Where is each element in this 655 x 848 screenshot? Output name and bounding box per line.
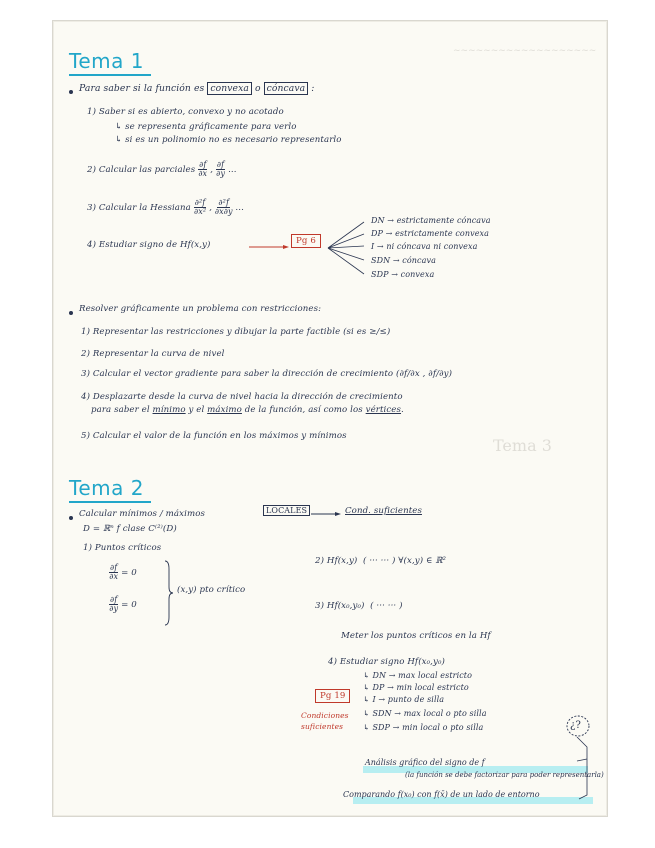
analisis-grafico: Análisis gráfico del signo de f [365, 758, 485, 767]
eq-dfdx: $\frac{\partial f}{\partial x}$ = 0 [109, 563, 137, 581]
convexity-intro: Para saber si la función es convexa o cóncava : [79, 83, 315, 94]
question-mark: ¿? [570, 720, 581, 731]
domain-line: D = ℝⁿ f clase C⁽²⁾(D) [83, 524, 177, 534]
arrow-icon [249, 245, 289, 249]
outcome-sdp: SDP → convexa [371, 270, 435, 279]
cond-suficientes: Cond. suficientes [345, 506, 422, 516]
locales-box: LOCALES [263, 506, 310, 515]
minmax-intro: Calcular mínimos / máximos [79, 509, 205, 519]
bullet [69, 90, 73, 94]
arrow-icon [311, 512, 341, 516]
outcome-dn: DN → estrictamente cóncava [371, 216, 491, 225]
hessian-general: 2) Hf(x,y) ( ··· ··· ) ∀(x,y) ∈ ℝ² [315, 556, 447, 566]
cond-suficientes-label: Condiciones suficientes [301, 711, 349, 731]
step1: 1) Saber si es abierto, convexo y no acotado [87, 107, 284, 117]
result-dp: ↳ DP → min local estricto [363, 683, 469, 692]
meter-puntos: Meter los puntos críticos en la Hf [341, 631, 491, 641]
result-sdp: ↳ SDP → min local o pto silla [363, 723, 484, 732]
bullet [69, 516, 73, 520]
partial-x: $\frac{\partial f}{\partial x}$ [198, 160, 208, 178]
brace-icon [163, 561, 173, 625]
graphic-step5: 5) Calcular el valor de la función en los máximos y mínimos [81, 431, 347, 441]
result-sdn: ↳ SDN → max local o pto silla [363, 709, 487, 718]
outcome-dp: DP → estrictamente convexa [371, 229, 490, 238]
study-sign-step: 4) Estudiar signo Hf(x₀,y₀) [328, 657, 445, 667]
step1-note-b: ↳ si es un polinomio no es necesario representarlo [115, 135, 342, 145]
pg19-ref: Pg 19 [315, 691, 350, 701]
outcome-sdn: SDN → cóncava [371, 256, 436, 265]
graphic-step4-cont: para saber el mínimo y el máximo de la función, así como los vértices. [91, 405, 404, 415]
gradient-vector: (∂f/∂x , ∂f/∂y) [396, 369, 453, 379]
bleed-through-text: ~~~~~~~~~~~~~~~~~~~ [453, 46, 597, 56]
title-underline [69, 501, 151, 503]
result-dn: ↳ DN → max local estricto [363, 671, 473, 680]
step1-note-a: ↳ se representa gráficamente para verlo [115, 122, 297, 132]
graphic-intro: Resolver gráficamente un problema con restricciones: [79, 304, 322, 314]
outcome-i: I → ni cóncava ni convexa [371, 242, 478, 251]
graphic-step1: 1) Representar las restricciones y dibujar la parte factible (si es ≥/≤) [81, 327, 391, 337]
bullet [69, 311, 73, 315]
convexa-box: convexa [207, 82, 252, 95]
step4: 4) Estudiar signo de Hf(x,y) [87, 240, 211, 250]
second-partial-xx: $\frac{\text{∂²f}}{\text{∂x²}}$ [193, 198, 207, 216]
bleed-through-text: Tema 3 [493, 436, 552, 455]
graphic-step3: 3) Calcular el vector gradiente para saber la dirección de crecimiento (∂f/∂x , ∂f/∂y) [81, 369, 453, 379]
critical-point-label: (x,y) pto crítico [177, 585, 246, 595]
partial-y: $\frac{\partial f}{\partial y}$ [216, 160, 225, 178]
pg6-ref: Pg 6 [291, 236, 321, 246]
analisis-note: (la función se debe factorizar para poder representarla) [405, 771, 604, 779]
concava-box: cóncava [264, 82, 309, 95]
second-partial-xy: $\frac{\text{∂²f}}{\partial x\partial y}$ [214, 198, 233, 216]
connector-arrows-icon [573, 737, 603, 803]
title-underline [69, 74, 151, 76]
step2: 2) Calcular las parciales $\frac{\partial f}{\partial x}$ , $\frac{\partial f}{\partial y}$ ... [87, 160, 237, 178]
step3: 3) Calcular la Hessiana $\frac{\text{∂²f}}{\text{∂x²}}$ , $\frac{\text{∂²f}}{\partial x\partial y}$ ... [87, 198, 244, 216]
eq-dfdy: $\frac{\partial f}{\partial y}$ = 0 [109, 595, 137, 613]
graphic-step2: 2) Representar la curva de nivel [81, 349, 225, 359]
graphic-step4: 4) Desplazarte desde la curva de nivel hacia la dirección de crecimiento [81, 392, 403, 402]
comparando: Comparando f(x₀) con f(x̄) de un lado de entorno [343, 790, 540, 799]
tema2-title: Tema 2 [69, 476, 144, 500]
notebook-page [52, 20, 608, 817]
branch-arrows-icon [328, 218, 368, 278]
result-i: ↳ I → punto de silla [363, 695, 445, 704]
tema1-title: Tema 1 [69, 49, 144, 73]
critical-points-step: 1) Puntos críticos [83, 543, 162, 553]
hessian-at-point: 3) Hf(x₀,y₀) ( ··· ··· ) [315, 601, 403, 611]
